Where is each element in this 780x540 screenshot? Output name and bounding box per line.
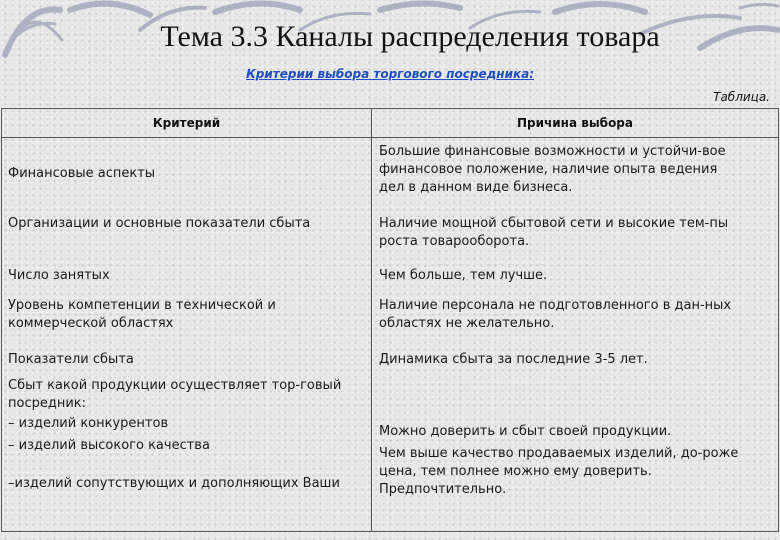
reason-sales-organization <box>379 215 769 251</box>
reason-products-sold <box>379 423 769 499</box>
reason-line: Предпочтительно. <box>379 482 507 497</box>
page-title: Тема 3.3 Каналы распределения товара <box>160 20 660 53</box>
reason-financial <box>379 143 769 197</box>
criterion-competence <box>8 297 364 333</box>
criterion-employees: Число занятых <box>8 268 110 283</box>
criterion-line: – изделий конкурентов <box>8 416 169 431</box>
criterion-line: Уровень компетенции в технической и <box>8 298 276 313</box>
reason-line: дел в данном виде бизнеса. <box>379 180 573 195</box>
table-subtitle: Критерии выбора торгового посредника: <box>245 67 535 81</box>
criteria-table <box>1 108 779 532</box>
reason-competence <box>379 297 769 333</box>
reason-line: Наличие мощной сбытовой сети и высокие тем-пы <box>379 216 729 231</box>
criterion-line: коммерческой областях <box>8 316 174 331</box>
reason-line: роста товарооборота. <box>379 234 530 249</box>
criterion-products-sold <box>8 377 364 493</box>
reason-sales-indicators <box>379 351 769 369</box>
header-reason: Причина выбора <box>516 116 633 130</box>
reason-line: Чем больше, тем лучше. <box>379 268 548 283</box>
reason-line: областях не желательно. <box>379 316 555 331</box>
reason-employees <box>379 267 769 285</box>
criterion-line: – изделий высокого качества <box>8 438 210 453</box>
header-criterion: Критерий <box>152 116 221 130</box>
header-divider <box>2 137 778 138</box>
reason-line: цена, тем полнее можно ему доверить. <box>379 464 652 479</box>
reason-line: Динамика сбыта за последние 3-5 лет. <box>379 352 648 367</box>
reason-line: Наличие персонала не подготовленного в дан-ных <box>379 298 732 313</box>
reason-line: Большие финансовые возможности и устойчи-вое <box>379 144 726 159</box>
column-divider <box>371 109 372 531</box>
reason-line: финансовое положение, наличие опыта ведения <box>379 162 718 177</box>
criterion-sales-indicators: Показатели сбыта <box>8 352 134 367</box>
table-caption: Таблица. <box>713 90 770 104</box>
criterion-line: посредник: <box>8 396 87 411</box>
reason-line: Чем выше качество продаваемых изделий, до-роже <box>379 446 739 461</box>
reason-line: Можно доверить и сбыт своей продукции. <box>379 424 672 439</box>
criterion-financial: Финансовые аспекты <box>8 166 156 181</box>
criterion-sales-organization: Организации и основные показатели сбыта <box>8 216 311 231</box>
criterion-line: –изделий сопутствующих и дополняющих Ваши <box>8 476 340 491</box>
criterion-line: Сбыт какой продукции осуществляет тор-говый <box>8 378 342 393</box>
